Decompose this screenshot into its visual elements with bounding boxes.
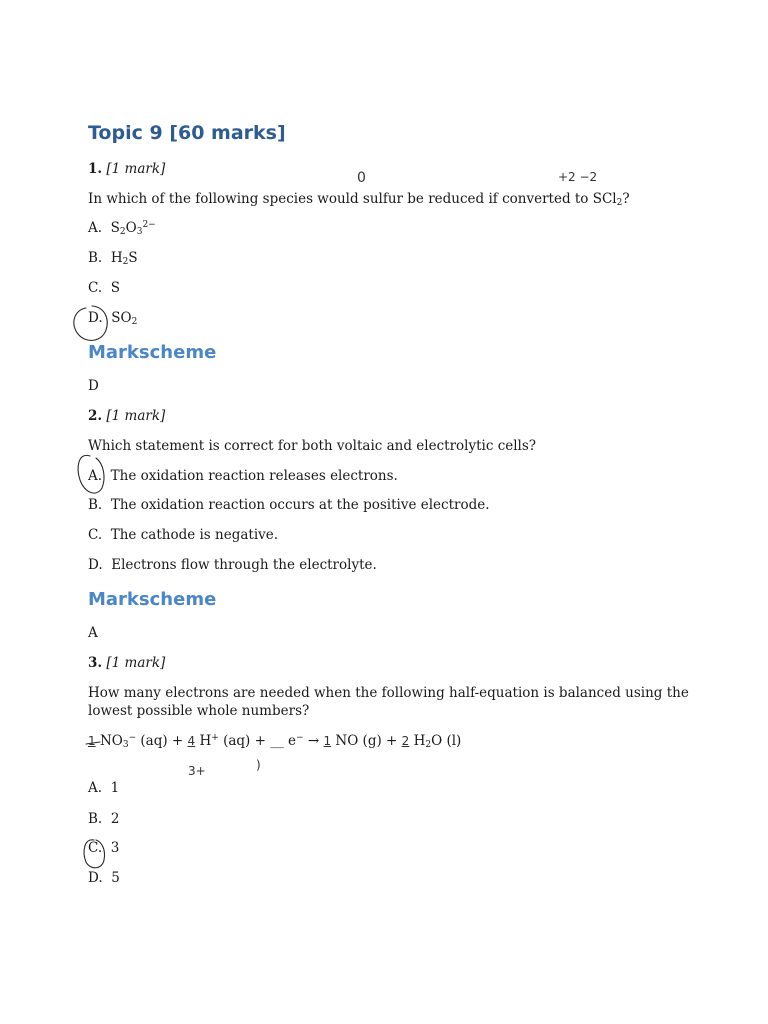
prompt-text: In which of the following species would sulfur be reduced if converted to SCl <box>88 191 617 207</box>
question-3-prompt-line-1: How many electrons are needed when the following half-equation is balanced using the <box>88 685 689 701</box>
option-letter: C. <box>88 840 103 856</box>
option-text: 2 <box>110 811 120 827</box>
formula-part: NO <box>99 733 123 749</box>
formula-part: S <box>128 250 138 266</box>
option-d <box>88 310 137 326</box>
equation-text: O (l) <box>431 733 462 749</box>
option-letter: D. <box>88 310 103 326</box>
handwritten-coefficient: 4 <box>187 734 196 748</box>
markscheme-answer: D <box>88 378 99 394</box>
reaction-arrow: → <box>303 733 324 749</box>
option-letter: C. <box>88 280 103 296</box>
option-text: 1 <box>110 780 120 796</box>
question-1-prompt <box>88 191 630 207</box>
option-a <box>88 220 156 236</box>
option-text: The oxidation reaction occurs at the positive electrode. <box>110 497 490 513</box>
formula-subscript: 2 <box>425 740 432 750</box>
option-letter: A. <box>88 780 103 796</box>
prompt-subscript: 2 <box>616 198 623 208</box>
option-a <box>88 468 398 484</box>
formula-subscript: 3 <box>122 740 129 750</box>
option-letter: C. <box>88 527 103 543</box>
option-letter: B. <box>88 811 103 827</box>
formula-subscript: 2 <box>122 257 129 267</box>
formula-part: S <box>110 280 120 296</box>
option-c <box>88 840 119 856</box>
half-equation <box>88 733 461 749</box>
formula-charge: − <box>296 733 304 743</box>
option-letter: D. <box>88 870 103 886</box>
option-text: 5 <box>111 870 120 886</box>
handwritten-mark: ) <box>256 758 261 772</box>
option-b <box>88 250 138 266</box>
option-b <box>88 811 119 827</box>
prompt-end: ? <box>622 191 630 207</box>
question-marks: [1 mark] <box>106 655 166 671</box>
question-number: 2. <box>88 408 103 424</box>
handwritten-charge-note: 3+ <box>188 764 206 778</box>
option-d <box>88 557 377 573</box>
formula-charge: − <box>128 733 137 743</box>
equation-text: (aq) + <box>136 733 188 749</box>
markscheme-heading: Markscheme <box>88 342 217 363</box>
option-letter: B. <box>88 497 103 513</box>
page-title: Topic 9 [60 marks] <box>88 122 286 144</box>
option-b <box>88 497 490 513</box>
formula-charge: + <box>211 733 219 743</box>
option-letter: B. <box>88 250 103 266</box>
formula-part: S <box>110 220 120 236</box>
equation-text: NO (g) + <box>331 733 402 749</box>
option-letter: A. <box>88 468 103 484</box>
option-letter: D. <box>88 557 103 573</box>
formula-part: SO <box>111 310 132 326</box>
option-text: Electrons flow through the electrolyte. <box>111 557 377 573</box>
handwritten-note: 0 <box>357 170 366 186</box>
formula-part: O <box>125 220 137 236</box>
formula-subscript: 3 <box>136 227 143 237</box>
handwritten-coefficient: 2 <box>401 734 410 748</box>
option-a <box>88 780 119 796</box>
question-marks: [1 mark] <box>106 161 166 177</box>
formula-part: H <box>199 733 212 749</box>
question-marks: [1 mark] <box>106 408 166 424</box>
option-text: The cathode is negative. <box>110 527 279 543</box>
equation-text: H <box>409 733 426 749</box>
option-text: 3 <box>110 840 120 856</box>
formula-subscript: 2 <box>131 317 138 327</box>
option-d <box>88 870 120 886</box>
handwritten-coefficient: 1 <box>88 734 96 748</box>
formula-subscript: 2 <box>119 227 126 237</box>
equation-text: (aq) + __ e <box>218 733 296 749</box>
question-number: 3. <box>88 655 103 671</box>
option-c <box>88 527 278 543</box>
question-3-prompt-line-2: lowest possible whole numbers? <box>88 703 310 719</box>
option-c <box>88 280 120 296</box>
question-2-prompt: Which statement is correct for both voltaic and electrolytic cells? <box>88 438 537 454</box>
option-text: The oxidation reaction releases electrons. <box>110 468 398 484</box>
question-1-header <box>88 161 165 177</box>
handwritten-oxidation-states: +2 −2 <box>558 170 598 184</box>
question-2-header <box>88 408 165 424</box>
question-number: 1. <box>88 161 103 177</box>
formula-part: H <box>110 250 123 266</box>
option-letter: A. <box>88 220 103 236</box>
markscheme-answer: A <box>88 625 98 641</box>
handwritten-coefficient: 1 <box>323 734 332 748</box>
markscheme-heading: Markscheme <box>88 589 217 610</box>
question-3-header <box>88 655 165 671</box>
formula-charge: 2− <box>142 220 156 230</box>
